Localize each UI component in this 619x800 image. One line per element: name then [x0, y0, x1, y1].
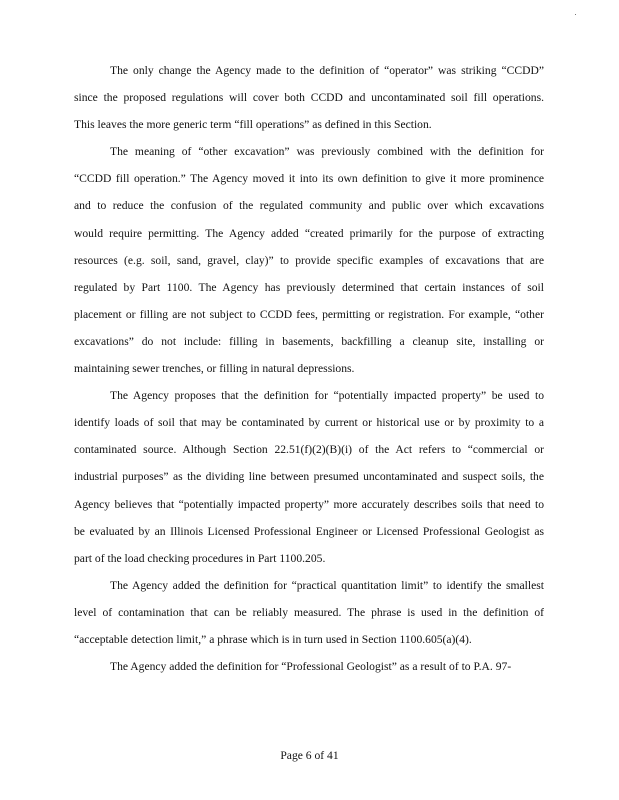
text-line: would require permitting. The Agency added “created primarily for the purpose of extracting — [74, 226, 544, 240]
text-line: industrial purposes” as the dividing line between presumed uncontaminated and suspect soils, the — [74, 470, 544, 484]
text-line: The Agency added the definition for “practical quantitation limit” to identify the smallest — [110, 578, 544, 592]
text-line: resources (e.g. soil, sand, gravel, clay)” to provide specific examples of excavations that are — [74, 253, 544, 267]
text-line: The Agency added the definition for “Professional Geologist” as a result of to P.A. 97- — [110, 660, 512, 674]
text-line: This leaves the more generic term “fill operations” as defined in this Section. — [74, 118, 432, 132]
text-line: level of contamination that can be reliably measured. The phrase is used in the definition of — [74, 605, 544, 619]
paragraph-potentially-impacted-property — [74, 382, 544, 572]
text-line: regulated by Part 1100. The Agency has previously determined that certain instances of soil — [74, 280, 544, 294]
text-line: maintaining sewer trenches, or filling in natural depressions. — [74, 362, 355, 376]
paragraph-professional-geologist — [74, 653, 544, 680]
text-line: and to reduce the confusion of the regulated community and public over which excavations — [74, 199, 544, 213]
text-line: “CCDD fill operation.” The Agency moved it into its own definition to give it more prominence — [74, 172, 544, 186]
text-line: contaminated source. Although Section 22.51(f)(2)(B)(i) of the Act refers to “commercial or — [74, 443, 544, 457]
text-line: placement or filling are not subject to CCDD fees, permitting or registration. For example, “other — [74, 307, 544, 321]
text-line: “acceptable detection limit,” a phrase which is in turn used in Section 1100.605(a)(4). — [74, 632, 472, 646]
body-text — [74, 57, 544, 680]
text-line: be evaluated by an Illinois Licensed Professional Engineer or Licensed Professional Geologist as — [74, 524, 544, 538]
paragraph-operator — [74, 57, 544, 138]
page-number: Page 6 of 41 — [280, 749, 339, 762]
text-line: excavations” do not include: filling in basements, backfilling a cleanup site, installing or — [74, 334, 544, 348]
text-line: The only change the Agency made to the definition of “operator” was striking “CCDD” — [110, 64, 544, 77]
text-line: Agency believes that “potentially impacted property” more accurately describes soils that need to — [74, 497, 544, 511]
paragraph-other-excavation — [74, 138, 544, 382]
text-line: The meaning of “other excavation” was previously combined with the definition for — [110, 145, 544, 159]
text-line: The Agency proposes that the definition for “potentially impacted property” be used to — [110, 389, 544, 403]
paragraph-practical-quantitation-limit — [74, 572, 544, 653]
text-line: since the proposed regulations will cover both CCDD and uncontaminated soil fill operations. — [74, 91, 544, 105]
text-line: part of the load checking procedures in Part 1100.205. — [74, 551, 326, 565]
text-line: identify loads of soil that may be contaminated by current or historical use or by proximity to a — [74, 416, 544, 430]
scan-speck — [575, 14, 576, 15]
